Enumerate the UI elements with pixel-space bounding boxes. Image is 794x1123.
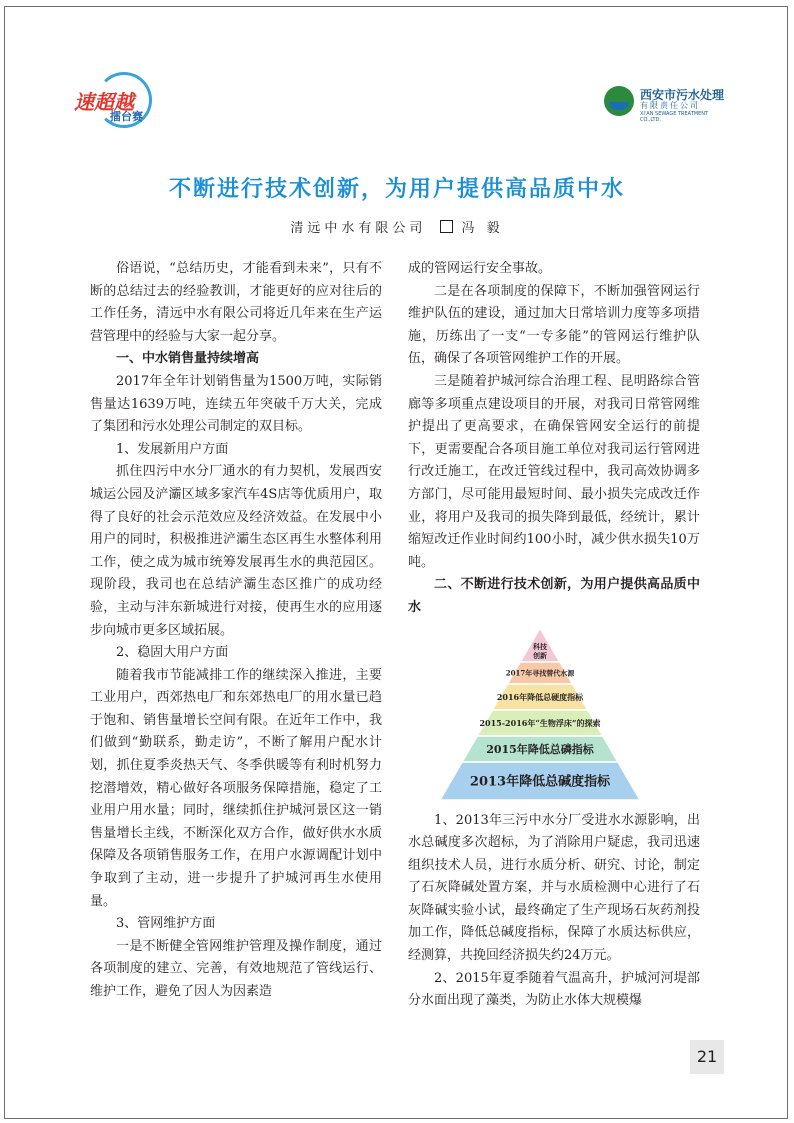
article-title: 不断进行技术创新，为用户提供高品质中水 (168, 177, 625, 202)
goal-pyramid-diagram (408, 624, 700, 804)
company-name-en: XI'AN SEWAGE TREATMENT CO.,LTD. (640, 111, 709, 123)
article-byline (0, 217, 794, 236)
right-column (408, 258, 700, 1013)
company-name-cn: 西安市污水处理 (640, 88, 725, 102)
logo-main-text: 速超越 (74, 90, 134, 114)
paragraph: 1、发展新用户方面 (116, 441, 229, 457)
paragraph: 三是随着护城河综合治理工程、昆明路综合管廊等多项重点建设项目的开展，对我司日常管网维护提出了更高要求，在确保管网安全运行的前提下，更需要配合各项目施工单位对我司运行管网进行改迁施工，在改迁管线过程中，我司高效协调多方部门，尽可能用最短时间、最小损失完成改迁作业，将用户及我司的损失降到最低，经统计，累计缩短改迁作业时间约100小时，减少供水损失10万吨。 (408, 373, 700, 570)
pyramid-level-label: 2017年寻找替代水源 (505, 667, 575, 677)
pyramid-level-label: 2016年降低总硬度指标 (496, 691, 584, 702)
paragraph: 1、2013年三污中水分厂受进水水源影响，出水总碱度多次超标，为了消除用户疑虑，我司迅速组织技术人员，进行水质分析、研究、讨论，制定了石灰降碱处置方案，并与水质检测中心进行了石灰降碱实验小试，最终确定了生产现场石灰药剂投加工作，降低总碱度指标，保障了水质达标供应，经测算，共挽回经济损失约24万元。 (408, 812, 700, 964)
pyramid-svg (408, 624, 700, 804)
author-org: 清远中水有限公司 (290, 221, 427, 236)
pyramid-level-label: 科技 (533, 641, 547, 651)
pyramid-level-label: 2013年降低总碱度指标 (469, 774, 611, 790)
right-column-bottom (408, 810, 700, 1013)
paragraph: 成的管网运行安全事故。 (408, 261, 552, 276)
paragraph: 抓住四污中水分厂通水的有力契机，发展西安城运公园及浐灞区域多家汽车4S店等优质用户，取得了良好的社会示范效应及经济效益。在发展中小用户的同时，积极推进浐灞生态区再生水整体利用工作，使之成为城市统筹发展再生水的典范园区。现阶段，我司也在总结浐灞生态区推广的成功经验，主动与沣东新城进行对接，使再生水的应用逐步向城市更多区域拓展。 (90, 464, 382, 638)
paragraph: 2、稳固大用户方面 (116, 645, 229, 661)
section-heading: 二、不断进行技术创新，为用户提供高品质中水 (408, 577, 700, 615)
company-logo (604, 84, 734, 124)
page-number: 21 (690, 1040, 724, 1074)
left-column (90, 258, 382, 1004)
paragraph: 2、2015年夏季随着气温高升，护城河河堤部分水面出现了藻类，为防止水体大规模爆 (408, 970, 700, 1009)
pyramid-level-label: 2015年降低总磷指标 (486, 742, 594, 756)
pyramid-level-label: 创新 (533, 650, 547, 660)
paragraph: 3、管网维护方面 (116, 916, 216, 932)
paragraph: 一是不断健全管网维护管理及操作制度，通过各项制度的建立、完善，有效地规范了管线运行、维护工作，避免了因人为因素造 (90, 938, 382, 999)
section-heading: 一、中水销售量持续增高 (116, 351, 260, 367)
company-name-cn2: 有限责任公司 (640, 101, 700, 110)
paragraph: 二是在各项制度的保障下，不断加强管网运行维护队伍的建设，通过加大日常培训力度等多项措施，历练出了一支“一专多能”的管网运行维护队伍，确保了各项管网维护工作的开展。 (408, 283, 700, 367)
magazine-logo (74, 72, 154, 132)
paragraph: 2017年全年计划销售量为1500万吨，实际销售量达1639万吨，连续五年突破千万大关，完成了集团和污水处理公司制定的双目标。 (90, 373, 382, 435)
author-name: 冯 毅 (461, 221, 504, 236)
company-emblem-icon (604, 86, 634, 116)
pyramid-level-label: 2015-2016年“生物浮床”的探索 (479, 717, 601, 728)
byline-square-icon (440, 220, 453, 233)
logo-sub-text: 擂台赛 (110, 110, 143, 123)
paragraph: 随着我市节能减排工作的继续深入推进，主要工业用户，西郊热电厂和东郊热电厂的用水量已趋于饱和、销售量增长空间有限。在近年工作中，我们做到“勤联系，勤走访”，不断了解用户配水计划，抓住夏季炎热天气、冬季供暖等有利时机努力挖潜增效，精心做好各项服务保障措施，稳定了工业用户用水量；同时，继续抓住护城河景区这一销售量增长主线，不断深化双方合作，做好供水水质保障及各项销售服务工作，在用户水源调配计划中争取到了主动，进一步提升了护城河再生水使用量。 (90, 667, 382, 909)
paragraph: 俗语说，“总结历史，才能看到未来”，只有不断的总结过去的经验教训，才能更好的应对往后的工作任务，清远中水有限公司将近几年来在生产运营管理中的经验与大家一起分享。 (90, 261, 382, 344)
right-column-top (408, 258, 700, 620)
